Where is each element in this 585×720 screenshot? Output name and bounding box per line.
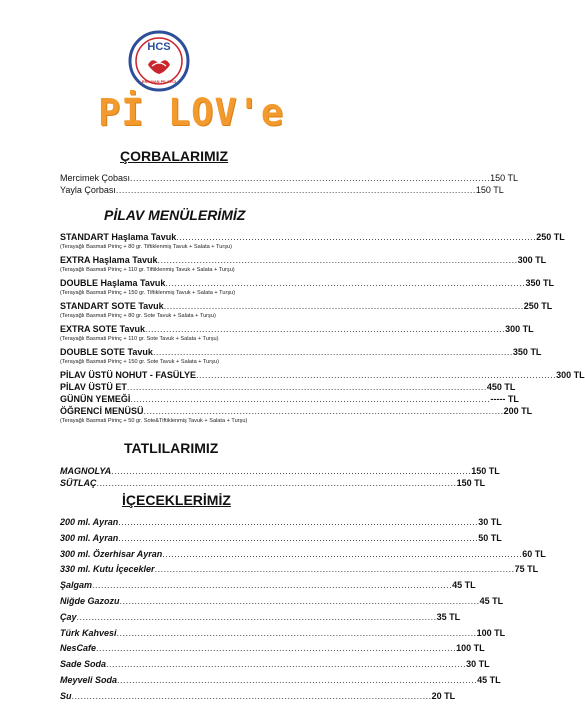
dot-leader: ........................................................................................................................ <box>157 255 518 265</box>
menu-item-name: 200 ml. Ayran <box>60 517 119 527</box>
menu-item-price: 200 TL <box>503 406 533 416</box>
menu-item <box>60 172 518 184</box>
menu-item-price: 75 TL <box>514 564 539 575</box>
menu-item-description: (Terayağlı Basmati Pirinç + 150 gr. Tiftiklenmiş Tavuk + Salata + Turşu) <box>60 290 236 296</box>
menu-item-price: 150 TL <box>475 185 504 195</box>
menu-item-name: GÜNÜN YEMEĞİ <box>60 394 131 404</box>
menu-item <box>60 323 534 335</box>
menu-item <box>60 595 504 607</box>
menu-item-name: DOUBLE Haşlama Tavuk <box>60 278 166 288</box>
dot-leader: ........................................................................................................................ <box>115 185 476 195</box>
menu-item-name: MAGNOLYA <box>60 466 112 476</box>
menu-item <box>60 369 585 381</box>
menu-item-price: 150 TL <box>456 478 486 488</box>
menu-item-name: Yayla Çorbası <box>60 185 116 195</box>
menu-item-name: Mercimek Çobası <box>60 173 131 183</box>
menu-item <box>60 277 554 289</box>
dot-leader: ........................................................................................................................ <box>71 690 432 701</box>
dot-leader: ........................................................................................................................ <box>130 394 491 404</box>
dot-leader: ........................................................................................................................ <box>76 611 437 622</box>
section-title-icecekler: İÇECEKLERİMİZ <box>122 492 231 508</box>
dot-leader: ........................................................................................................................ <box>117 675 478 685</box>
menu-item-name: EXTRA Haşlama Tavuk <box>60 255 158 265</box>
menu-item <box>60 184 504 196</box>
dot-leader: ........................................................................................................................ <box>152 347 513 357</box>
section-title-tatlilar: TATLILARIMIZ <box>124 440 219 456</box>
menu-item <box>60 405 533 417</box>
menu-item-price: 300 TL <box>556 370 585 380</box>
menu-item <box>60 579 476 591</box>
menu-item-name: Şalgam <box>60 580 93 591</box>
menu-item-price: 45 TL <box>452 580 476 591</box>
section-title-corbalar: ÇORBALARIMIZ <box>120 148 229 164</box>
menu-item <box>60 346 542 358</box>
dot-leader: ........................................................................................................................ <box>143 406 504 416</box>
menu-item-description: (Terayağlı Basmati Pirinç + 80 gr. Tiftiklenmiş Tavuk + Salata + Turşu) <box>60 244 232 250</box>
menu-item-name: PİLAV ÜSTÜ NOHUT - FASÜLYE <box>60 370 197 380</box>
menu-item <box>60 300 553 312</box>
menu-item <box>60 563 539 575</box>
menu-item-price: 300 TL <box>517 255 547 265</box>
menu-item-name: 300 ml. Ayran <box>60 532 119 543</box>
menu-item-price: 250 TL <box>536 232 565 242</box>
menu-item-description: (Terayağlı Basmati Pirinç + 80 gr. Sote Tavuk + Salata + Turşu) <box>60 313 216 319</box>
menu-item <box>60 254 547 266</box>
menu-item-name: STANDART SOTE Tavuk <box>60 301 164 311</box>
menu-item-name: EXTRA SOTE Tavuk <box>60 324 146 334</box>
menu-item-price: 100 TL <box>456 643 485 654</box>
dot-leader: ........................................................................................................................ <box>126 382 487 392</box>
menu-item-description: (Terayağlı Basmati Pirinç + 150 gr. Sote Tavuk + Salata + Turşu) <box>60 359 219 365</box>
dot-leader: ........................................................................................................................ <box>130 173 491 183</box>
menu-item-price: 450 TL <box>486 382 516 392</box>
menu-item <box>60 465 500 477</box>
menu-item-name: 300 ml. Özerhisar Ayran <box>60 548 163 559</box>
menu-item <box>60 627 506 639</box>
menu-item-price: 45 TL <box>477 675 501 685</box>
dot-leader: ........................................................................................................................ <box>165 278 526 288</box>
menu-item-name: SÜTLAÇ <box>60 478 97 488</box>
menu-item <box>60 674 501 686</box>
brand-name: Pİ LOV'e <box>98 91 285 134</box>
dot-leader: ........................................................................................................................ <box>154 564 515 575</box>
menu-item <box>60 477 486 489</box>
menu-item-price: 350 TL <box>512 347 542 357</box>
menu-item-price: 20 TL <box>431 690 456 701</box>
menu-item-name: NesCafe <box>60 643 97 654</box>
menu-item-name: 330 ml. Kutu İçecekler <box>60 564 155 575</box>
logo-ring-text: ERAMAN PİLAVCI <box>141 79 177 84</box>
menu-item <box>60 231 565 243</box>
menu-item-description: (Terayağlı Basmati Pirinç + 110 gr. Tiftiklenmiş Tavuk + Salata + Turşu) <box>60 267 235 273</box>
menu-item <box>60 393 519 405</box>
menu-item-name: Meyveli Soda <box>60 675 118 685</box>
menu-item-price: 50 TL <box>478 532 502 543</box>
dot-leader: ........................................................................................................................ <box>119 596 480 606</box>
menu-item-name: STANDART Haşlama Tavuk <box>60 232 177 242</box>
section-title-pilav: PİLAV MENÜLERİMİZ <box>104 207 246 223</box>
menu-item-name: Su <box>60 690 72 701</box>
dot-leader: ........................................................................................................................ <box>111 466 472 476</box>
dot-leader: ........................................................................................................................ <box>96 478 457 488</box>
dot-leader: ........................................................................................................................ <box>92 580 453 591</box>
menu-item-price: 150 TL <box>490 173 518 183</box>
menu-item-price: 45 TL <box>479 596 504 606</box>
menu-item <box>60 690 456 702</box>
menu-item-name: Türk Kahvesi <box>60 627 117 638</box>
dot-leader: ........................................................................................................................ <box>118 532 479 543</box>
dot-leader: ........................................................................................................................ <box>196 370 557 380</box>
dot-leader: ........................................................................................................................ <box>118 517 479 527</box>
menu-item-price: 35 TL <box>436 611 461 622</box>
menu-item-price: 30 TL <box>478 517 502 527</box>
menu-item-name: DOUBLE SOTE Tavuk <box>60 347 153 357</box>
hcs-logo <box>128 28 190 94</box>
menu-item-name: PİLAV ÜSTÜ ET <box>60 382 127 392</box>
menu-item <box>60 658 490 670</box>
menu-item-name: Sade Soda <box>60 659 107 670</box>
dot-leader: ........................................................................................................................ <box>96 643 457 654</box>
dot-leader: ........................................................................................................................ <box>106 659 467 670</box>
menu-item-price: 100 TL <box>476 627 506 638</box>
menu-item-name: Niğde Gazozu <box>60 596 120 606</box>
dot-leader: ........................................................................................................................ <box>116 627 477 638</box>
menu-item <box>60 381 516 393</box>
menu-item <box>60 532 502 544</box>
menu-item-price: 60 TL <box>522 548 546 559</box>
menu-item-description: (Terayağlı Basmati Pirinç + 50 gr. Sote&Tiftiklenmiş Tavuk + Salata + Turşu) <box>60 418 248 424</box>
menu-item-price: 150 TL <box>471 466 500 476</box>
menu-item <box>60 642 485 654</box>
menu-item-price: 350 TL <box>525 278 554 288</box>
menu-item-name: Çay <box>60 611 77 622</box>
dot-leader: ........................................................................................................................ <box>145 324 506 334</box>
menu-item <box>60 516 502 528</box>
menu-item <box>60 548 546 560</box>
menu-item <box>60 611 461 623</box>
menu-item-price: 250 TL <box>523 301 553 311</box>
dot-leader: ........................................................................................................................ <box>162 548 523 559</box>
dot-leader: ........................................................................................................................ <box>176 232 537 242</box>
logo-top-text: HCS <box>147 41 171 53</box>
menu-item-name: ÖĞRENCİ MENÜSÜ <box>60 406 144 416</box>
menu-item-price: ----- TL <box>490 394 519 404</box>
dot-leader: ........................................................................................................................ <box>163 301 524 311</box>
menu-item-price: 300 TL <box>505 324 534 334</box>
menu-item-price: 30 TL <box>466 659 490 670</box>
menu-item-description: (Terayağlı Basmati Pirinç + 110 gr. Sote Tavuk + Salata + Turşu) <box>60 336 219 342</box>
